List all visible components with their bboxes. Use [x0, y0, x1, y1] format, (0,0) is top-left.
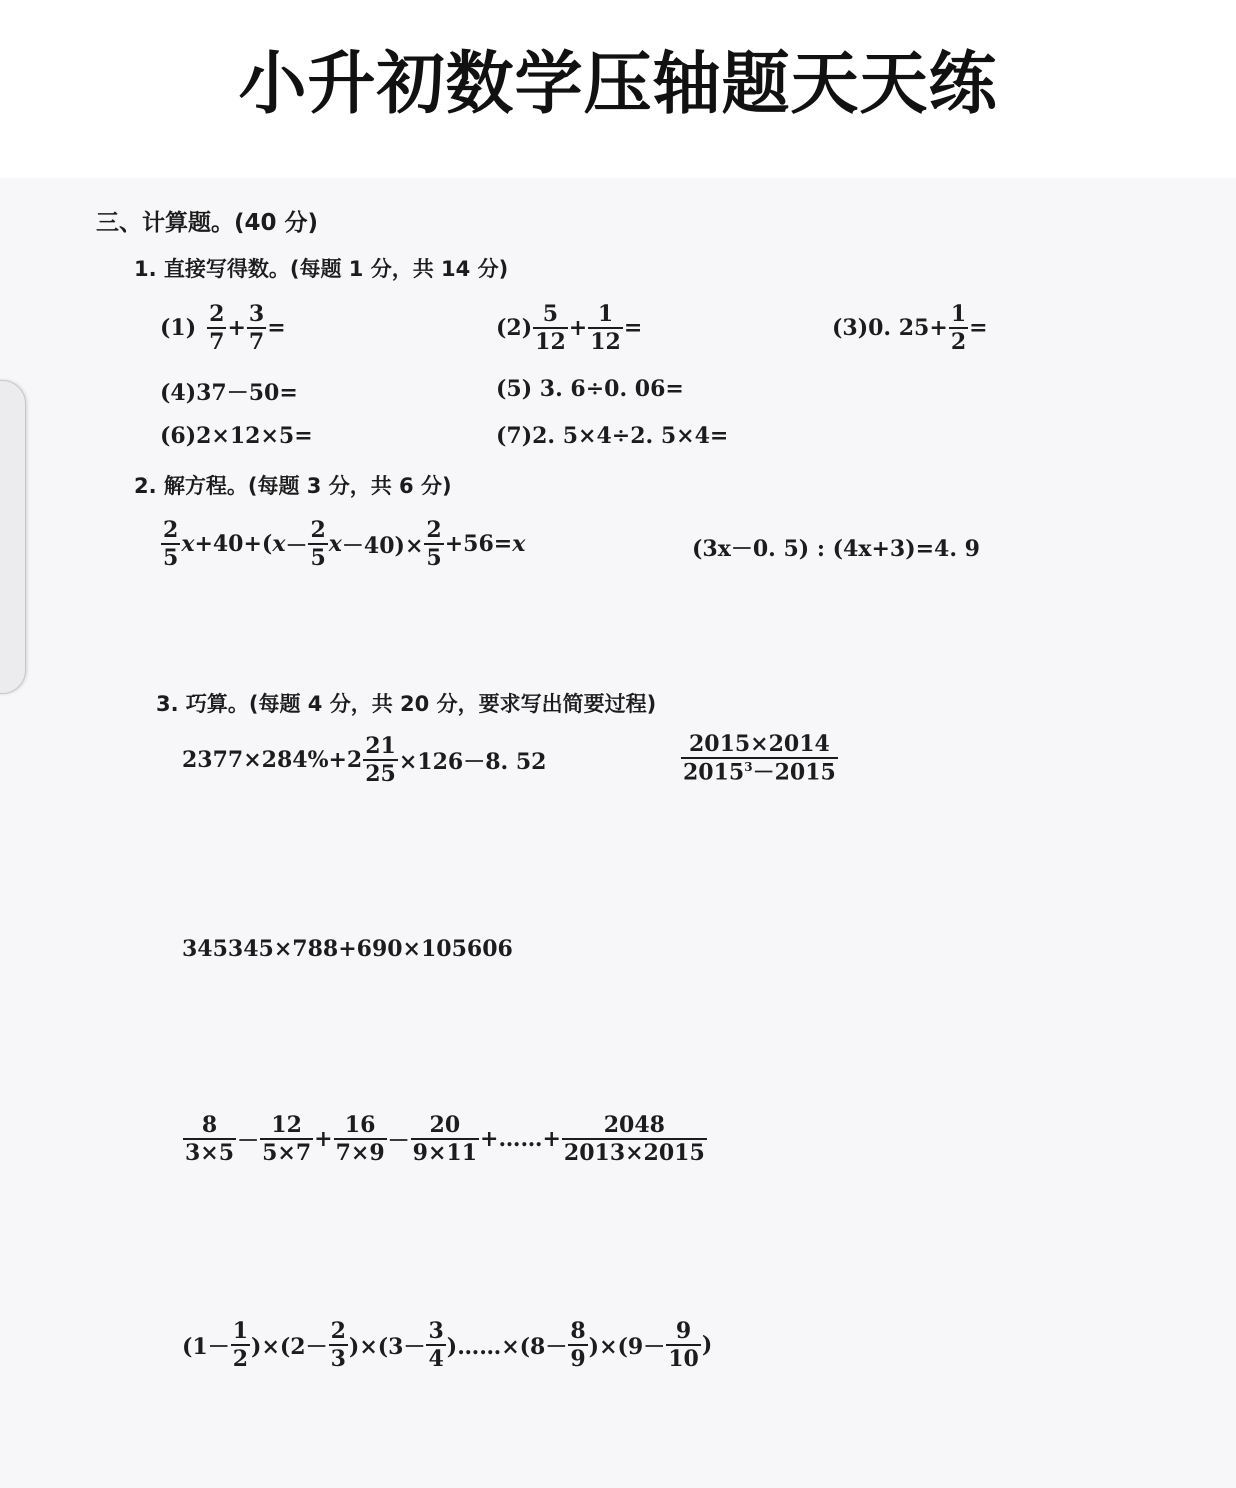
- operator: +……+: [480, 1126, 561, 1152]
- fraction: [161, 519, 180, 569]
- denominator: 5×7: [262, 1140, 312, 1166]
- numerator: 8: [570, 1318, 586, 1344]
- section-heading: 三、计算题。(40 分): [96, 210, 319, 236]
- equals-sign: =: [969, 315, 988, 341]
- denominator: [681, 757, 838, 786]
- equals-sign: =: [267, 315, 286, 341]
- variable: x: [272, 531, 286, 557]
- numerator: 1: [232, 1318, 249, 1344]
- numerator: 2: [426, 517, 442, 543]
- numerator: 3: [248, 301, 265, 327]
- denominator: 4: [428, 1346, 444, 1372]
- expression-part: 2377×284%+2: [182, 747, 363, 773]
- fraction: [329, 1320, 348, 1370]
- fraction: [568, 1320, 587, 1370]
- operator: +: [227, 315, 246, 341]
- part1-heading: 1. 直接写得数。(每题 1 分，共 14 分): [134, 257, 509, 281]
- numerator: 16: [344, 1112, 376, 1138]
- problem-5: [182, 1320, 712, 1370]
- numerator: 2: [209, 301, 225, 327]
- title-banner: [0, 0, 1236, 178]
- equation-term: －: [285, 532, 308, 559]
- question-4: (4)37－50=: [160, 380, 298, 406]
- denominator: 2: [232, 1346, 249, 1372]
- operator: +: [314, 1126, 333, 1152]
- equation-2: (3x－0. 5) : (4x+3)=4. 9: [692, 536, 980, 562]
- denominator: 9: [570, 1346, 586, 1372]
- question-2: [496, 303, 642, 353]
- fraction: [562, 1114, 707, 1164]
- denominator: 2: [950, 329, 967, 355]
- fraction: [681, 731, 838, 786]
- expression-part: ×126－8. 52: [398, 748, 547, 775]
- denominator: 5: [426, 545, 442, 571]
- question-5: (5) 3. 6÷0. 06=: [496, 376, 684, 402]
- fraction: [308, 519, 327, 569]
- denominator: 9×11: [412, 1140, 478, 1166]
- equals-sign: =: [623, 315, 643, 341]
- equation-term: －40)×: [341, 532, 424, 559]
- numerator: 12: [271, 1112, 302, 1138]
- part2-heading: 2. 解方程。(每题 3 分，共 6 分): [134, 474, 452, 498]
- numerator: 2048: [603, 1112, 665, 1138]
- page-title: 小升初数学压轴题天天练: [238, 45, 998, 124]
- denominator: 3×5: [185, 1140, 235, 1166]
- question-3: [832, 303, 988, 353]
- fraction: [334, 1114, 387, 1164]
- numerator: 20: [429, 1112, 461, 1138]
- equation-term: +40+(: [194, 531, 273, 557]
- variable: x: [512, 531, 526, 557]
- numerator: 2: [330, 1318, 346, 1344]
- expression-part: )×(9－: [588, 1333, 666, 1360]
- fraction: [533, 303, 568, 353]
- numerator: 8: [201, 1112, 218, 1138]
- worksheet-page: [0, 178, 1236, 1488]
- fraction: [247, 303, 266, 353]
- side-drawer-handle[interactable]: [0, 380, 26, 694]
- question-1: [160, 303, 286, 353]
- question-label: (1): [160, 315, 197, 341]
- question-6: (6)2×12×5=: [160, 423, 313, 449]
- equation-1: [160, 519, 525, 569]
- denominator: 7: [209, 329, 225, 355]
- expression-part: －2015: [752, 759, 836, 786]
- variable: x: [181, 531, 195, 557]
- fraction: [426, 1320, 445, 1370]
- numerator: 2015×2014: [688, 731, 830, 757]
- expression-part: )×(3－: [348, 1333, 426, 1360]
- operator: －: [237, 1127, 260, 1154]
- problem-4: [182, 1114, 708, 1164]
- base: 2015: [683, 759, 745, 786]
- fraction: [183, 1114, 236, 1164]
- denominator: 5: [163, 545, 179, 571]
- denominator: 12: [535, 329, 566, 355]
- expression-part: )×(2－: [251, 1333, 328, 1360]
- question-label: (2): [496, 315, 533, 341]
- numerator: 21: [365, 733, 396, 759]
- fraction: [666, 1320, 701, 1370]
- fraction: [260, 1114, 313, 1164]
- fraction: [949, 303, 968, 353]
- part3-heading: 3. 巧算。(每题 4 分，共 20 分，要求写出简要过程): [156, 692, 657, 716]
- numerator: 3: [428, 1318, 444, 1344]
- expression-part: )……×(8－: [446, 1333, 568, 1360]
- fraction: [411, 1114, 479, 1164]
- operator: +: [568, 315, 588, 341]
- numerator: 2: [310, 517, 326, 543]
- problem-2: [680, 731, 839, 786]
- fraction: [231, 1320, 250, 1370]
- numerator: 2: [163, 517, 179, 543]
- numerator: 9: [675, 1318, 692, 1344]
- expression-part: (1－: [182, 1333, 230, 1360]
- problem-1: [182, 735, 546, 785]
- problem-3: 345345×788+690×105606: [182, 936, 513, 962]
- denominator: 12: [590, 329, 621, 355]
- variable: x: [328, 531, 342, 557]
- denominator: 3: [330, 1346, 346, 1372]
- denominator: 10: [668, 1346, 699, 1372]
- numerator: 1: [597, 301, 614, 327]
- numerator: 1: [950, 301, 967, 327]
- fraction: [424, 519, 443, 569]
- denominator: 7×9: [335, 1140, 385, 1166]
- expression-part: ): [701, 1332, 713, 1358]
- denominator: 5: [310, 545, 326, 571]
- denominator: 25: [365, 761, 396, 787]
- denominator: 2013×2015: [563, 1140, 705, 1166]
- question-expression: (3)0. 25+: [832, 315, 948, 341]
- fraction: [588, 303, 623, 353]
- equation-term: +56=: [444, 531, 513, 557]
- numerator: 5: [542, 301, 559, 327]
- question-7: (7)2. 5×4÷2. 5×4=: [496, 423, 729, 449]
- fraction: [363, 735, 398, 785]
- operator: －: [387, 1127, 410, 1154]
- denominator: 7: [248, 329, 265, 355]
- exponent: 3: [744, 760, 753, 774]
- fraction: [207, 303, 226, 353]
